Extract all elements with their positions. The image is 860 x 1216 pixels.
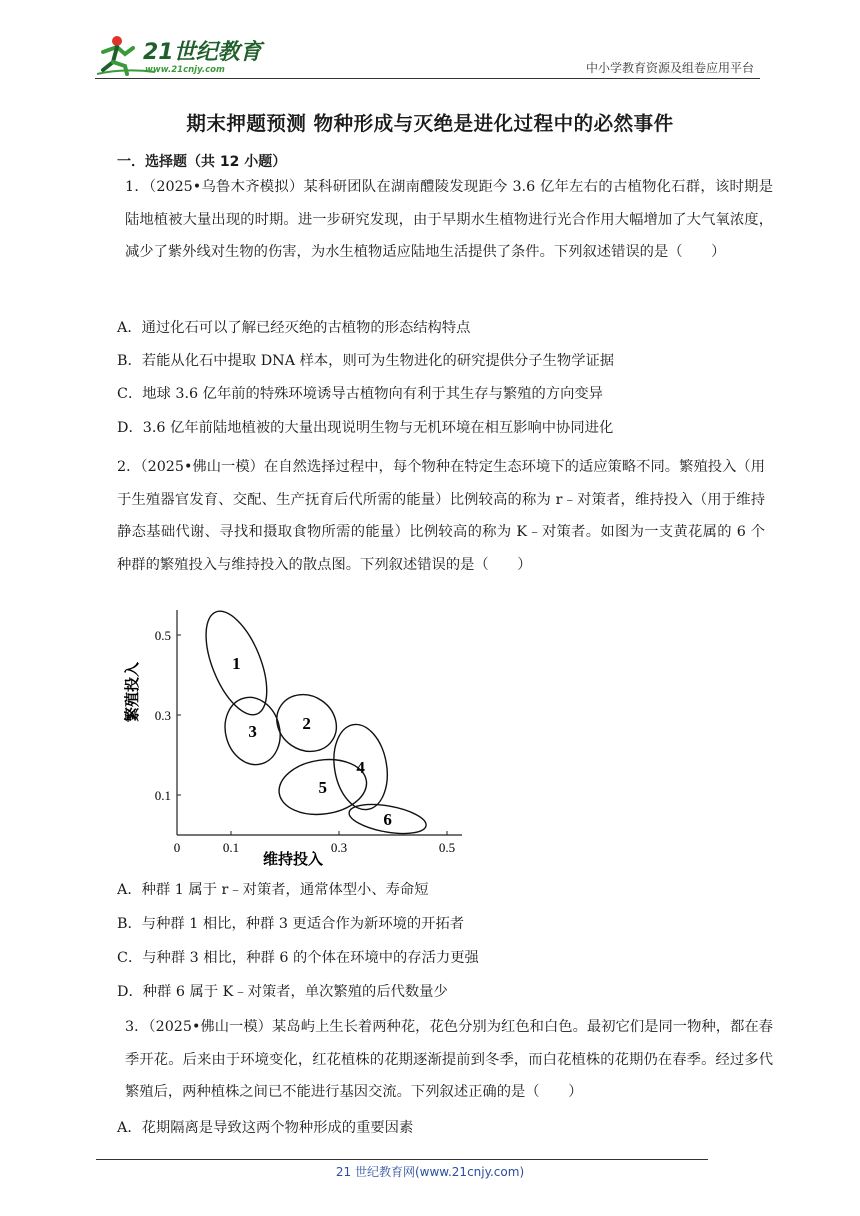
q2-option-d: D．种群 6 属于 K﹣对策者，单次繁殖的后代数量少 — [117, 984, 448, 1000]
population-label-2: 2 — [302, 714, 311, 733]
question-3-stem: 3．（2025•佛山一模）某岛屿上生长着两种花，花色分别为红色和白色。最初它们是同一物种，都在春季开花。后来由于环境变化，红花植株的花期逐渐提前到冬季，而白花植株的花期仍在春季。经过多代繁殖后，两种植株之间已不能进行基因交流。下列叙述正确的是（ ） — [125, 1019, 773, 1100]
logo-url: www.21cnjy.com — [145, 65, 225, 75]
question-2-stem: 2．（2025•佛山一模）在自然选择过程中，每个物种在特定生态环境下的适应策略不同。繁殖投入（用于生殖器官发育、交配、生产抚育后代所需的能量）比例较高的称为 r﹣对策者，维持投入（用于维持静态基础代谢、寻找和摄取食物所需的能量）比例较高的称为 K﹣对策者。如图为一支黄花属的 6 个种群的繁殖投入与维持投入的散点图。下列叙述错误的是（ ） — [117, 459, 765, 573]
x-tick-label: 0.5 — [438, 840, 456, 855]
chart-axes — [177, 610, 462, 835]
population-label-3: 3 — [248, 722, 257, 741]
q3-option-a: A．花期隔离是导致这两个物种形成的重要因素 — [117, 1120, 414, 1136]
x-tick-label: 0.3 — [330, 840, 348, 855]
header-divider — [95, 78, 760, 79]
tick-labels — [155, 628, 455, 855]
x-tick-label: 0.1 — [222, 840, 240, 855]
population-label-1: 1 — [232, 654, 241, 673]
site-logo — [95, 32, 270, 76]
population-label-6: 6 — [383, 810, 392, 829]
q1-option-b: B．若能从化石中提取 DNA 样本，则可为生物进化的研究提供分子生物学证据 — [117, 353, 615, 369]
x-tick-label: 0 — [173, 840, 181, 855]
page-header — [95, 30, 760, 80]
logo-text: 21世纪教育 — [143, 40, 262, 65]
scatter-chart — [117, 580, 467, 870]
population-regions — [194, 603, 429, 839]
q2-option-b: B．与种群 1 相比，种群 3 更适合作为新环境的开拓者 — [117, 916, 465, 932]
q1-option-c: C．地球 3.6 亿年前的特殊环境诱导古植物向有利于其生存与繁殖的方向变异 — [117, 386, 603, 402]
x-axis-label: 维持投入 — [262, 852, 324, 868]
footer-divider — [96, 1159, 708, 1160]
y-tick-label: 0.3 — [154, 708, 171, 723]
platform-name: 中小学教育资源及组卷应用平台 — [585, 61, 754, 75]
section-heading: 一．选择题（共 12 小题） — [117, 154, 287, 170]
y-tick-label: 0.5 — [154, 628, 171, 643]
q1-option-d: D．3.6 亿年前陆地植被的大量出现说明生物与无机环境在相互影响中协同进化 — [117, 420, 614, 436]
population-label-5: 5 — [318, 778, 328, 797]
y-tick-label: 0.1 — [154, 788, 171, 803]
page-footer: 21 世纪教育网(www.21cnjy.com) — [335, 1165, 525, 1179]
q2-option-c: C．与种群 3 相比，种群 6 的个体在环境中的存活力更强 — [117, 950, 479, 966]
q2-option-a: A．种群 1 属于 r﹣对策者，通常体型小、寿命短 — [117, 882, 429, 898]
page-title: 期末押题预测 物种形成与灭绝是进化过程中的必然事件 — [186, 112, 674, 135]
question-1-stem: 1．（2025•乌鲁木齐模拟）某科研团队在湖南醴陵发现距今 3.6 亿年左右的古植物化石群，该时期是陆地植被大量出现的时期。进一步研究发现，由于早期水生植物进行光合作用大幅增加了大气氧浓度，减少了紫外线对生物的伤害，为水生植物适应陆地生活提供了条件。下列叙述错误的是（ ） — [125, 179, 773, 260]
population-label-4: 4 — [356, 758, 365, 777]
y-axis-label: 繁殖投入 — [125, 661, 141, 723]
q1-option-a: A．通过化石可以了解已经灭绝的古植物的形态结构特点 — [117, 320, 471, 336]
